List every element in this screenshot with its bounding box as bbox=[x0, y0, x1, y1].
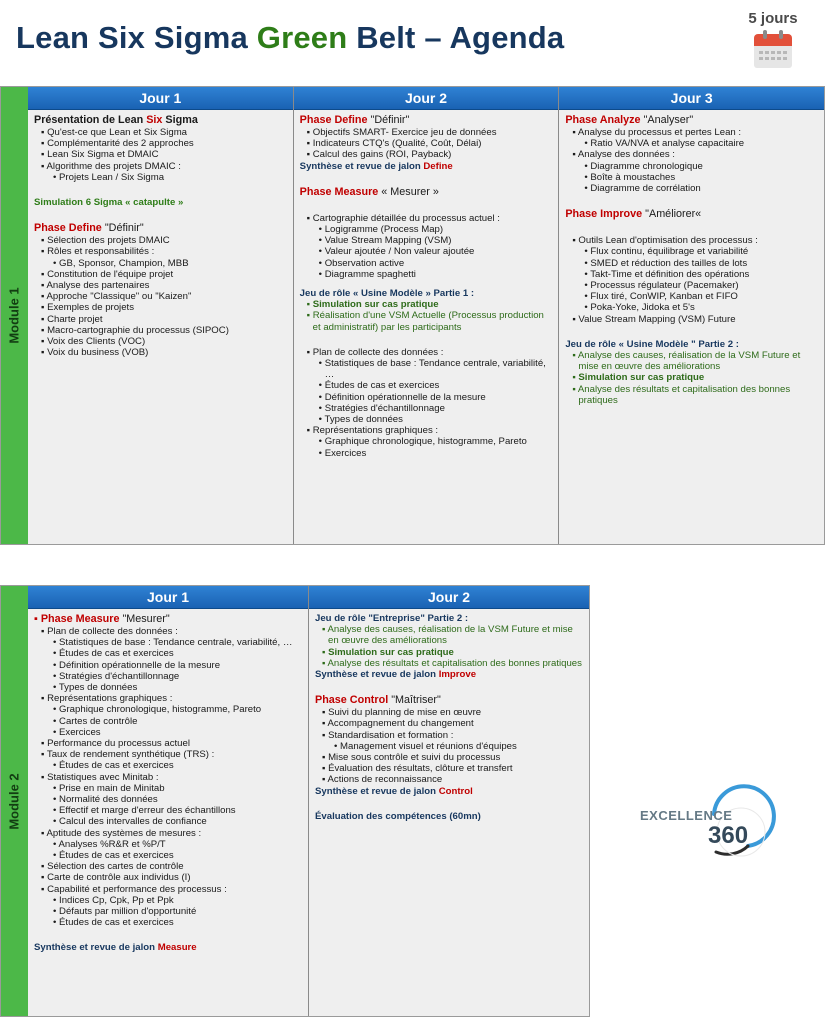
agenda-text: Synthèse et revue de jalon bbox=[315, 669, 439, 681]
agenda-text: • Études de cas et exercices bbox=[53, 760, 174, 772]
module1-day-1-column bbox=[28, 87, 294, 544]
agenda-line bbox=[34, 738, 302, 749]
agenda-text: Six bbox=[146, 114, 163, 126]
agenda-text: ▪ Exemples de projets bbox=[41, 302, 134, 314]
agenda-text: • Graphique chronologique, histogramme, Pareto bbox=[318, 436, 527, 448]
agenda-line bbox=[315, 811, 583, 822]
agenda-line bbox=[565, 246, 818, 257]
agenda-line bbox=[315, 730, 583, 741]
agenda-line bbox=[315, 624, 583, 646]
agenda-line bbox=[34, 716, 302, 727]
agenda-text: • Valeur ajoutée / Non valeur ajoutée bbox=[318, 246, 475, 258]
agenda-line bbox=[300, 161, 553, 172]
agenda-text: "Maîtriser" bbox=[391, 694, 441, 707]
agenda-text: ▪ Simulation sur cas pratique bbox=[306, 299, 439, 311]
agenda-line bbox=[315, 613, 583, 624]
agenda-line bbox=[300, 358, 553, 380]
agenda-text: Synthèse et revue de jalon bbox=[34, 942, 158, 954]
agenda-text: Jeu de rôle « Usine Modèle » Partie 1 : bbox=[299, 288, 475, 300]
agenda-text: • Cartes de contrôle bbox=[53, 715, 138, 727]
agenda-text: • Observation active bbox=[318, 257, 405, 269]
module-1-label: Module 1 bbox=[7, 287, 22, 344]
day-header: Jour 1 bbox=[28, 87, 293, 110]
agenda-line bbox=[300, 224, 553, 235]
agenda-text: Improve bbox=[438, 669, 477, 681]
logo-number: 360 bbox=[708, 822, 749, 849]
agenda-line bbox=[565, 149, 818, 160]
agenda-line bbox=[315, 741, 583, 752]
agenda-text: Évaluation des compétences (60mn) bbox=[315, 810, 481, 822]
agenda-line bbox=[300, 380, 553, 391]
agenda-line bbox=[34, 693, 302, 704]
agenda-line bbox=[34, 884, 302, 895]
agenda-line bbox=[34, 626, 302, 637]
agenda-text: ▪ Représentations graphiques : bbox=[306, 425, 439, 437]
agenda-text: ▪ Voix des Clients (VOC) bbox=[41, 336, 146, 348]
duration-badge bbox=[728, 10, 818, 70]
agenda-text: ▪ Analyse des données : bbox=[572, 149, 675, 161]
agenda-text: ▪ Lean Six Sigma et DMAIC bbox=[41, 149, 159, 161]
agenda-line bbox=[315, 647, 583, 658]
agenda-line bbox=[565, 350, 818, 372]
agenda-text: ▪ Objectifs SMART- Exercice jeu de données bbox=[306, 127, 497, 138]
agenda-text: ▪ Sélection des cartes de contrôle bbox=[41, 861, 184, 873]
agenda-text: Phase Measure bbox=[299, 185, 382, 198]
agenda-line bbox=[565, 339, 818, 350]
agenda-text: ▪ Analyse des causes, réalisation de la VSM Future et mise en œuvre des améliorations bbox=[572, 350, 801, 373]
duration-label: 5 jours bbox=[748, 10, 798, 27]
page-title bbox=[16, 20, 564, 56]
agenda-line bbox=[565, 372, 818, 383]
agenda-text: Jeu de rôle "Entreprise" Partie 2 : bbox=[315, 613, 469, 624]
agenda-text: Phase Improve bbox=[565, 208, 646, 221]
agenda-line bbox=[34, 280, 287, 291]
agenda-line bbox=[34, 336, 287, 347]
agenda-line bbox=[315, 669, 583, 680]
agenda-text: ▪ Rôles et responsabilités : bbox=[41, 246, 155, 258]
agenda-line bbox=[565, 127, 818, 138]
agenda-text: "Améliorer« bbox=[645, 208, 702, 221]
agenda-line bbox=[565, 114, 818, 127]
agenda-text: Synthèse et revue de jalon bbox=[299, 160, 424, 172]
agenda-text: • GB, Sponsor, Champion, MBB bbox=[53, 257, 189, 269]
agenda-line bbox=[34, 805, 302, 816]
agenda-line bbox=[300, 436, 553, 447]
agenda-line bbox=[565, 138, 818, 149]
agenda-text: • Statistiques de base : Tendance centrale, variabilité, … bbox=[318, 358, 546, 381]
agenda-line bbox=[34, 828, 302, 839]
agenda-line bbox=[565, 183, 818, 194]
agenda-text: • Graphique chronologique, histogramme, Pareto bbox=[53, 704, 262, 716]
agenda-text: ▪ Suivi du planning de mise en œuvre bbox=[322, 707, 482, 719]
agenda-line bbox=[34, 872, 302, 883]
agenda-line bbox=[34, 613, 302, 626]
agenda-line bbox=[565, 269, 818, 280]
module-2-block bbox=[0, 585, 590, 1017]
agenda-text: • Définition opérationnelle de la mesure bbox=[318, 391, 486, 403]
agenda-text: ▪ Aptitude des systèmes de mesures : bbox=[41, 827, 202, 839]
agenda-text: • Processus régulateur (Pacemaker) bbox=[584, 280, 739, 292]
agenda-line bbox=[300, 269, 553, 280]
agenda-text: ▪ Taux de rendement synthétique (TRS) : bbox=[41, 749, 215, 761]
agenda-text: « Mesurer » bbox=[381, 185, 439, 198]
agenda-text: • Stratégies d'échantillonnage bbox=[53, 670, 180, 682]
agenda-text: Phase Control bbox=[315, 694, 392, 707]
agenda-text: ▪ Analyse des partenaires bbox=[41, 280, 150, 292]
agenda-line bbox=[34, 727, 302, 738]
agenda-text: ▪ Carte de contrôle aux individus (I) bbox=[41, 872, 191, 884]
agenda-line bbox=[34, 149, 287, 160]
agenda-text: ▪ Calcul des gains (ROI, Payback) bbox=[306, 149, 452, 161]
agenda-text: ▪ Value Stream Mapping (VSM) Future bbox=[572, 313, 736, 325]
agenda-line bbox=[34, 222, 287, 235]
agenda-text: Jeu de rôle « Usine Modèle " Partie 2 : bbox=[565, 338, 739, 350]
agenda-line bbox=[315, 718, 583, 729]
module-2-columns bbox=[28, 586, 589, 1016]
agenda-line bbox=[34, 246, 287, 257]
agenda-line bbox=[300, 347, 553, 358]
agenda-text: ▪ Actions de reconnaissance bbox=[322, 774, 443, 786]
agenda-text: • Exercices bbox=[318, 447, 367, 459]
agenda-line bbox=[315, 774, 583, 785]
agenda-text: • Normalité des données bbox=[53, 794, 158, 806]
agenda-text: ▪ Capabilité et performance des processus : bbox=[41, 883, 227, 895]
agenda-line bbox=[565, 291, 818, 302]
excellence-360-logo bbox=[636, 774, 786, 864]
agenda-text: ▪ Analyse des résultats et capitalisation des bonnes pratiques bbox=[322, 657, 582, 669]
agenda-line bbox=[315, 763, 583, 774]
agenda-text: ▪ Qu'est-ce que Lean et Six Sigma bbox=[41, 127, 188, 138]
agenda-line bbox=[565, 314, 818, 325]
title-part-lean-six-sigma: Lean Six Sigma bbox=[16, 20, 257, 55]
agenda-line bbox=[34, 235, 287, 246]
agenda-text: ▪ Performance du processus actuel bbox=[41, 738, 190, 750]
agenda-line bbox=[565, 235, 818, 246]
agenda-text: • Ratio VA/NVA et analyse capacitaire bbox=[584, 138, 745, 150]
day-content bbox=[294, 110, 559, 459]
agenda-line bbox=[34, 772, 302, 783]
agenda-line bbox=[34, 839, 302, 850]
agenda-text: ▪ Statistiques avec Minitab : bbox=[41, 771, 159, 783]
agenda-line bbox=[34, 291, 287, 302]
agenda-text: • Exercices bbox=[53, 726, 101, 738]
agenda-line bbox=[34, 794, 302, 805]
agenda-line bbox=[34, 114, 287, 127]
agenda-line bbox=[34, 942, 302, 953]
agenda-line bbox=[315, 752, 583, 763]
day-content bbox=[309, 609, 589, 822]
agenda-text: Sigma bbox=[162, 114, 198, 126]
agenda-line bbox=[34, 816, 302, 827]
agenda-text: • Poka-Yoke, Jidoka et 5's bbox=[584, 302, 695, 314]
agenda-text: ▪ Simulation sur cas pratique bbox=[572, 372, 705, 384]
logo-text: EXCELLENCE bbox=[640, 808, 733, 823]
agenda-line bbox=[34, 314, 287, 325]
agenda-text: ▪ Accompagnement du changement bbox=[322, 718, 474, 730]
agenda-line bbox=[34, 325, 287, 336]
agenda-line bbox=[565, 172, 818, 183]
agenda-text: ▪ Plan de collecte des données : bbox=[306, 346, 444, 358]
agenda-text: • Études de cas et exercices bbox=[53, 917, 174, 929]
day-content bbox=[559, 110, 824, 406]
agenda-line bbox=[34, 671, 302, 682]
agenda-line bbox=[565, 280, 818, 291]
day-content bbox=[28, 609, 308, 954]
agenda-text: "Analyser" bbox=[643, 114, 694, 126]
module-1-columns bbox=[28, 87, 824, 544]
agenda-text: ▪ Cartographie détaillée du processus actuel : bbox=[306, 212, 500, 224]
agenda-text: • Prise en main de Minitab bbox=[53, 782, 165, 794]
agenda-line bbox=[565, 208, 818, 221]
agenda-line bbox=[300, 425, 553, 436]
agenda-text: • Types de données bbox=[53, 682, 138, 694]
agenda-line bbox=[34, 917, 302, 928]
day-header: Jour 2 bbox=[294, 87, 559, 110]
agenda-text: ▪ Représentations graphiques : bbox=[41, 693, 173, 705]
agenda-text: "Définir" bbox=[370, 114, 410, 126]
agenda-text: • Définition opérationnelle de la mesure bbox=[53, 659, 221, 671]
agenda-line bbox=[315, 694, 583, 707]
calendar-icon bbox=[754, 30, 792, 70]
agenda-text: • Flux tiré, ConWIP, Kanban et FIFO bbox=[584, 291, 738, 303]
agenda-text: • Défauts par million d'opportunité bbox=[53, 906, 197, 918]
agenda-line bbox=[300, 127, 553, 138]
agenda-line bbox=[34, 138, 287, 149]
agenda-line bbox=[34, 637, 302, 648]
agenda-text: • Types de données bbox=[318, 414, 403, 426]
agenda-text: "Mesurer" bbox=[122, 613, 170, 625]
agenda-text: • SMED et réduction des tailles de lots bbox=[584, 257, 748, 269]
module-2-label: Module 2 bbox=[7, 772, 22, 830]
agenda-line bbox=[300, 235, 553, 246]
agenda-text: Simulation 6 Sigma « catapulte » bbox=[34, 197, 184, 209]
title-part-green: Green bbox=[256, 20, 348, 55]
module1-day-3-column bbox=[559, 87, 824, 544]
agenda-line bbox=[34, 749, 302, 760]
agenda-line bbox=[34, 648, 302, 659]
agenda-text: Phase Define bbox=[299, 114, 371, 126]
agenda-text: • Projets Lean / Six Sigma bbox=[53, 171, 165, 183]
agenda-line bbox=[34, 704, 302, 715]
module2-day-2-column bbox=[309, 586, 589, 1016]
agenda-line bbox=[300, 299, 553, 310]
agenda-line bbox=[565, 302, 818, 313]
agenda-text: • Boîte à moustaches bbox=[584, 171, 676, 183]
agenda-line bbox=[300, 403, 553, 414]
module1-day-2-column bbox=[294, 87, 560, 544]
agenda-line bbox=[300, 258, 553, 269]
agenda-line bbox=[34, 760, 302, 771]
agenda-text: • Indices Cp, Cpk, Pp et Ppk bbox=[53, 894, 174, 906]
agenda-text: ▪ Sélection des projets DMAIC bbox=[41, 235, 170, 247]
agenda-line bbox=[34, 660, 302, 671]
day-content bbox=[28, 110, 293, 358]
agenda-line bbox=[34, 850, 302, 861]
agenda-line bbox=[34, 172, 287, 183]
agenda-line bbox=[565, 258, 818, 269]
agenda-text: Define bbox=[423, 160, 453, 172]
agenda-text: ▪ Analyse des résultats et capitalisation des bonnes pratiques bbox=[572, 383, 791, 406]
agenda-text: • Diagramme spaghetti bbox=[318, 268, 416, 280]
agenda-line bbox=[34, 682, 302, 693]
agenda-text: • Diagramme chronologique bbox=[584, 160, 703, 172]
agenda-line bbox=[565, 384, 818, 406]
module2-day-1-column bbox=[28, 586, 309, 1016]
agenda-text: Synthèse et revue de jalon bbox=[315, 785, 439, 797]
agenda-text: ▪ Algorithme des projets DMAIC : bbox=[41, 160, 181, 172]
agenda-line bbox=[34, 197, 287, 208]
agenda-line bbox=[315, 707, 583, 718]
agenda-text: ▪ Constitution de l'équipe projet bbox=[41, 268, 174, 280]
agenda-text: ▪ Indicateurs CTQ's (Qualité, Coût, Délai) bbox=[306, 138, 482, 150]
title-part-belt-agenda: Belt – Agenda bbox=[347, 20, 565, 55]
module-2-tab bbox=[1, 586, 28, 1016]
agenda-line bbox=[300, 138, 553, 149]
agenda-line bbox=[565, 161, 818, 172]
agenda-text: • Statistiques de base : Tendance centrale, variabilité, … bbox=[53, 637, 293, 649]
agenda-text: • Stratégies d'échantillonnage bbox=[318, 402, 445, 414]
agenda-text: ▪ Macro-cartographie du processus (SIPOC) bbox=[41, 324, 229, 336]
module-1-block bbox=[0, 86, 825, 545]
agenda-line bbox=[300, 288, 553, 299]
agenda-line bbox=[34, 347, 287, 358]
day-header: Jour 1 bbox=[28, 586, 308, 609]
agenda-text: Phase Analyze bbox=[565, 114, 644, 126]
agenda-text: ▪ Analyse du processus et pertes Lean : bbox=[572, 127, 742, 138]
agenda-text: • Logigramme (Process Map) bbox=[318, 224, 444, 236]
agenda-line bbox=[34, 906, 302, 917]
agenda-text: • Diagramme de corrélation bbox=[584, 183, 701, 195]
agenda-text: • Études de cas et exercices bbox=[53, 648, 174, 660]
agenda-line bbox=[300, 392, 553, 403]
agenda-line bbox=[300, 149, 553, 160]
agenda-text: • Études de cas et exercices bbox=[318, 380, 440, 392]
agenda-text: • Takt-Time et définition des opérations bbox=[584, 268, 750, 280]
agenda-text: ▪ Outils Lean d'optimisation des processus : bbox=[572, 235, 758, 247]
agenda-text: • Analyses %R&R et %P/T bbox=[53, 838, 166, 850]
module-1-tab bbox=[1, 87, 28, 544]
agenda-text: Présentation de Lean bbox=[34, 114, 147, 126]
agenda-line bbox=[315, 786, 583, 797]
agenda-text: • Value Stream Mapping (VSM) bbox=[318, 235, 452, 247]
agenda-line bbox=[34, 127, 287, 138]
agenda-text: ▪ Évaluation des résultats, clôture et transfert bbox=[322, 763, 513, 775]
agenda-line bbox=[34, 783, 302, 794]
agenda-line bbox=[300, 213, 553, 224]
agenda-text: ▪ Plan de collecte des données : bbox=[41, 626, 178, 637]
agenda-text: ▪ Phase Measure bbox=[34, 613, 123, 625]
agenda-text: ▪ Analyse des causes, réalisation de la VSM Future et mise en œuvre des améliorations bbox=[322, 624, 573, 647]
agenda-line bbox=[34, 258, 287, 269]
agenda-text: ▪ Approche "Classique" ou "Kaizen" bbox=[41, 291, 192, 303]
agenda-text: • Études de cas et exercices bbox=[53, 850, 174, 862]
agenda-line bbox=[300, 114, 553, 127]
agenda-text: ▪ Simulation sur cas pratique bbox=[322, 646, 454, 658]
agenda-line bbox=[34, 861, 302, 872]
agenda-text: "Définir" bbox=[104, 222, 144, 235]
agenda-text: ▪ Mise sous contrôle et suivi du processus bbox=[322, 752, 501, 764]
agenda-line bbox=[300, 448, 553, 459]
agenda-line bbox=[300, 186, 553, 199]
agenda-line bbox=[300, 246, 553, 257]
agenda-text: ▪ Voix du business (VOB) bbox=[41, 347, 149, 359]
agenda-text: Measure bbox=[157, 942, 197, 954]
agenda-line bbox=[34, 161, 287, 172]
agenda-line bbox=[315, 658, 583, 669]
agenda-text: • Flux continu, équilibrage et variabilité bbox=[584, 246, 749, 258]
agenda-line bbox=[300, 414, 553, 425]
agenda-text: • Management visuel et réunions d'équipes bbox=[334, 740, 517, 752]
day-header: Jour 3 bbox=[559, 87, 824, 110]
agenda-text: ▪ Standardisation et formation : bbox=[322, 729, 454, 741]
agenda-text: ▪ Complémentarité des 2 approches bbox=[41, 138, 194, 150]
agenda-text: Control bbox=[438, 785, 473, 797]
agenda-text: • Effectif et marge d'erreur des échantillons bbox=[53, 805, 236, 817]
day-header: Jour 2 bbox=[309, 586, 589, 609]
agenda-text: • Calcul des intervalles de confiance bbox=[53, 816, 207, 828]
agenda-text: ▪ Réalisation d'une VSM Actuelle (Processus production et administratif) par les participants bbox=[306, 310, 544, 333]
agenda-line bbox=[300, 310, 553, 332]
agenda-line bbox=[34, 269, 287, 280]
agenda-line bbox=[34, 302, 287, 313]
agenda-text: Phase Define bbox=[34, 222, 105, 235]
agenda-text: ▪ Charte projet bbox=[41, 313, 103, 325]
agenda-line bbox=[34, 895, 302, 906]
